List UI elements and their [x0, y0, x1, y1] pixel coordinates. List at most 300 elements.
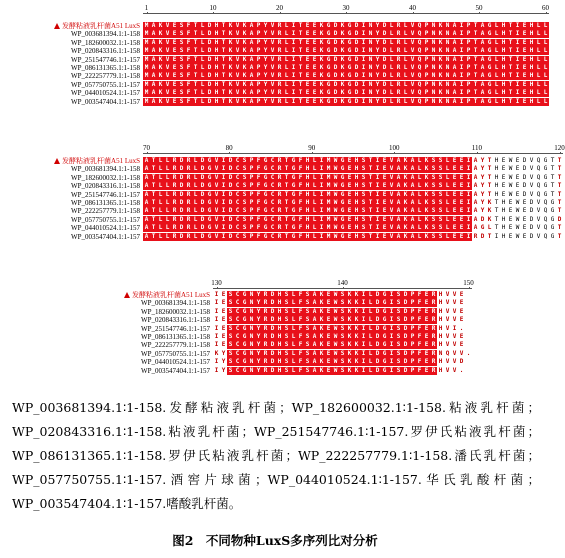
residue-cell: K — [319, 97, 324, 105]
residue-cell: K — [424, 165, 429, 173]
residue-cell: A — [144, 165, 149, 173]
residue-cell: D — [228, 199, 233, 206]
residue-cell: H — [305, 165, 310, 173]
residue-cell: R — [431, 291, 436, 298]
residue-cell: T — [473, 47, 478, 55]
residue-cell: N — [249, 358, 254, 366]
residue-cell: D — [200, 157, 205, 164]
residue-cell: A — [312, 316, 317, 324]
residue-cell: E — [312, 80, 317, 88]
residue-cell: R — [172, 224, 177, 232]
residue-cell: T — [473, 30, 478, 38]
residue-cell: D — [403, 366, 408, 374]
residue-cell: A — [144, 157, 149, 164]
residue-cell: H — [354, 232, 359, 240]
residue-cell: N — [249, 366, 254, 374]
residue-cell: I — [389, 333, 394, 340]
residue-cell: S — [431, 190, 436, 198]
residue-cell: Y — [263, 64, 268, 71]
residue-cell: F — [298, 316, 303, 324]
sequence-name: WP_222257779.1:1-158 — [70, 207, 140, 216]
residue-cell: F — [256, 173, 261, 181]
residue-cell: P — [256, 72, 261, 80]
residue-cell: T — [508, 22, 513, 29]
residue-cell: G — [347, 55, 352, 63]
residue-cell: E — [382, 157, 387, 164]
residue-cell: D — [382, 80, 387, 88]
residue-cell: G — [242, 307, 247, 315]
residue-cell: E — [459, 215, 464, 223]
residue-cell: I — [515, 22, 520, 29]
residue-cell: L — [158, 232, 163, 240]
residue-cell: I — [389, 341, 394, 349]
residue-cell: W — [333, 291, 338, 298]
sequence-name: WP_044010524.1:1-157 — [70, 89, 140, 98]
residue-cell: E — [522, 97, 527, 105]
residue-cell: S — [431, 232, 436, 240]
ruler-tick-mark — [546, 12, 547, 14]
residue-cell: G — [207, 232, 212, 240]
residue-cell: D — [354, 47, 359, 55]
residue-cell: L — [536, 30, 541, 38]
alignment-row — [143, 174, 563, 182]
residue-cell: K — [158, 80, 163, 88]
residue-cell: G — [207, 190, 212, 198]
residue-cell: D — [522, 182, 527, 190]
sequence-label — [71, 191, 140, 199]
residue-cell: L — [158, 207, 163, 215]
residue-cell: W — [515, 215, 520, 223]
residue-cell: S — [438, 157, 443, 164]
residue-cell: G — [340, 232, 345, 240]
alignment-row — [143, 233, 563, 241]
residue-cell: G — [382, 333, 387, 340]
alignment-row — [213, 316, 472, 324]
residue-cell: E — [305, 22, 310, 29]
residue-cell: G — [340, 199, 345, 206]
residue-cell: W — [508, 157, 513, 164]
residue-cell: S — [284, 349, 289, 357]
residue-cell: E — [347, 157, 352, 164]
residue-cell: V — [235, 22, 240, 29]
residue-cell: H — [214, 89, 219, 97]
alignment-row — [143, 39, 549, 47]
residue-cell: T — [284, 190, 289, 198]
alignment-row — [213, 358, 472, 366]
residue-cell: K — [340, 30, 345, 38]
residue-cell: W — [508, 190, 513, 198]
residue-cell: K — [242, 30, 247, 38]
residue-cell: V — [270, 80, 275, 88]
residue-cell: Q — [536, 190, 541, 198]
residue-cell: D — [333, 47, 338, 55]
residue-cell: T — [368, 157, 373, 164]
residue-cell: G — [550, 232, 555, 240]
residue-cell: V — [270, 38, 275, 46]
residue-cell: D — [403, 358, 408, 366]
residue-cell: L — [445, 232, 450, 240]
residue-cell: P — [424, 97, 429, 105]
residue-cell: A — [312, 291, 317, 298]
residue-cell: E — [459, 190, 464, 198]
residue-cell: V — [389, 165, 394, 173]
residue-cell: R — [431, 333, 436, 340]
residue-cell: V — [165, 38, 170, 46]
residue-cell: S — [438, 173, 443, 181]
residue-cell: L — [494, 64, 499, 71]
residue-cell: E — [382, 232, 387, 240]
residue-cell: L — [417, 207, 422, 215]
residue-cell: N — [445, 72, 450, 80]
residue-cell: E — [347, 224, 352, 232]
residue-cell: P — [249, 207, 254, 215]
residue-cell: D — [228, 190, 233, 198]
residue-cell: E — [424, 324, 429, 332]
residue-cell: K — [403, 165, 408, 173]
residue-cell: S — [228, 358, 233, 366]
residue-cell: N — [431, 47, 436, 55]
residue-cell: I — [459, 22, 464, 29]
residue-cell: L — [389, 80, 394, 88]
residue-cell: F — [256, 190, 261, 198]
residue-cell: G — [340, 215, 345, 223]
residue-cell: L — [389, 97, 394, 105]
sequence-label — [141, 350, 210, 358]
residue-cell: I — [459, 38, 464, 46]
residue-cell: E — [312, 55, 317, 63]
residue-cell: T — [368, 232, 373, 240]
residue-cell: D — [270, 366, 275, 374]
residue-cell: P — [466, 22, 471, 29]
residue-cell: V — [410, 55, 415, 63]
sequence-name: 发酵粘液乳杆菌A51 LuxS — [132, 291, 210, 299]
residue-cell: A — [151, 97, 156, 105]
residue-cell: T — [550, 190, 555, 198]
residue-cell: A — [151, 55, 156, 63]
sequence-name: 发酵粘液乳杆菌A51 LuxS — [62, 22, 140, 30]
residue-cell: I — [361, 366, 366, 374]
residue-cell: D — [228, 182, 233, 190]
residue-cell: D — [522, 165, 527, 173]
sequence-name: WP_057750755.1:1-157 — [70, 215, 140, 224]
residue-cell: E — [501, 165, 506, 173]
residue-cell: Q — [536, 173, 541, 181]
residue-cell: K — [347, 349, 352, 357]
residue-cell: G — [326, 89, 331, 97]
residue-cell: R — [277, 224, 282, 232]
residue-cell: D — [207, 72, 212, 80]
ruler-tick-label: 10 — [209, 4, 217, 12]
residue-cell: R — [263, 349, 268, 357]
residue-cell: I — [214, 358, 219, 366]
residue-cell: L — [158, 165, 163, 173]
residue-cell: T — [508, 80, 513, 88]
sequence-name: WP_020843316.1:1-158 — [140, 316, 210, 325]
residue-cell: E — [522, 72, 527, 80]
residue-cell: L — [536, 89, 541, 97]
residue-cell: D — [557, 215, 562, 223]
residue-cell: I — [515, 89, 520, 97]
residue-cell: T — [284, 173, 289, 181]
residue-cell: H — [354, 215, 359, 223]
residue-cell: T — [494, 199, 499, 206]
ruler-tick-label: 70 — [143, 144, 150, 152]
residue-cell: H — [501, 97, 506, 105]
residue-cell: Q — [417, 72, 422, 80]
residue-cell: T — [508, 72, 513, 80]
residue-cell: A — [151, 22, 156, 29]
residue-cell: C — [235, 333, 240, 340]
residue-cell: A — [151, 47, 156, 55]
residue-cell: S — [305, 341, 310, 349]
residue-cell: I — [221, 207, 226, 215]
residue-cell: S — [396, 291, 401, 298]
residue-cell: W — [333, 165, 338, 173]
residue-cell: A — [452, 72, 457, 80]
residue-cell: T — [298, 89, 303, 97]
residue-cell: S — [396, 333, 401, 340]
residue-cell: E — [305, 55, 310, 63]
sequence-name: 发酵粘液乳杆菌A51 LuxS — [62, 157, 140, 165]
residue-cell: L — [200, 38, 205, 46]
residue-cell: D — [382, 47, 387, 55]
residue-cell: K — [158, 47, 163, 55]
residue-cell: H — [354, 199, 359, 206]
residue-cell: D — [354, 97, 359, 105]
residue-cell: W — [515, 207, 520, 215]
residue-cell: E — [312, 97, 317, 105]
residue-cell: H — [354, 157, 359, 164]
residue-cell: K — [319, 89, 324, 97]
residue-cell: R — [263, 341, 268, 349]
residue-cell: E — [172, 30, 177, 38]
residue-cell: I — [389, 358, 394, 366]
ruler-tick-label: 100 — [389, 144, 400, 152]
residue-cell: L — [543, 55, 548, 63]
residue-cell: R — [186, 165, 191, 173]
residue-cell: Y — [375, 47, 380, 55]
residue-cell: D — [207, 64, 212, 71]
residue-cell: E — [501, 190, 506, 198]
residue-cell: R — [172, 215, 177, 223]
residue-cell: E — [221, 324, 226, 332]
residue-cell: C — [235, 157, 240, 164]
residue-cell: Y — [221, 349, 226, 357]
residue-cell: N — [431, 22, 436, 29]
residue-cell: H — [501, 215, 506, 223]
residue-cell: R — [431, 341, 436, 349]
residue-cell: V — [445, 307, 450, 315]
residue-cell: I — [389, 307, 394, 315]
residue-cell: K — [487, 199, 492, 206]
residue-cell: I — [214, 307, 219, 315]
residue-cell: L — [284, 38, 289, 46]
residue-cell: I — [466, 224, 471, 232]
residue-cell: R — [431, 349, 436, 357]
residue-cell: R — [172, 165, 177, 173]
residue-cell: A — [396, 224, 401, 232]
residue-cell: G — [487, 38, 492, 46]
residue-cell: L — [193, 215, 198, 223]
residue-cell: F — [186, 72, 191, 80]
residue-cell: E — [305, 97, 310, 105]
residue-cell: F — [298, 291, 303, 298]
residue-cell: I — [319, 157, 324, 164]
sequence-name: WP_003547404.1:1-157 — [70, 97, 140, 106]
residue-cell: N — [431, 38, 436, 46]
sequence-label — [141, 316, 210, 324]
residue-cell: F — [298, 165, 303, 173]
residue-cell: V — [529, 157, 534, 164]
residue-cell: G — [347, 30, 352, 38]
ruler-tick-mark — [213, 12, 214, 14]
residue-cell: S — [431, 224, 436, 232]
residue-cell: V — [459, 349, 464, 357]
residue-cell: L — [445, 215, 450, 223]
residue-cell: E — [424, 307, 429, 315]
residue-cell: E — [522, 89, 527, 97]
residue-cell: D — [354, 72, 359, 80]
residue-cell: E — [312, 30, 317, 38]
residue-cell: H — [354, 182, 359, 190]
residue-cell: Q — [417, 22, 422, 29]
residue-cell: A — [396, 232, 401, 240]
residue-cell: E — [172, 89, 177, 97]
residue-cell: D — [333, 30, 338, 38]
residue-cell: N — [438, 349, 443, 357]
residue-cell: T — [221, 97, 226, 105]
residue-cell: L — [403, 80, 408, 88]
residue-cell: R — [186, 199, 191, 206]
residue-cell: A — [410, 207, 415, 215]
residue-cell: G — [326, 38, 331, 46]
residue-cell: A — [396, 173, 401, 181]
residue-cell: W — [333, 232, 338, 240]
residue-cell: V — [452, 366, 457, 374]
residue-cell: H — [277, 324, 282, 332]
residue-cell: I — [459, 55, 464, 63]
residue-cell: V — [410, 47, 415, 55]
residue-cell: G — [382, 316, 387, 324]
residue-cell: E — [508, 224, 513, 232]
residue-cell: L — [445, 199, 450, 206]
residue-cell: A — [410, 182, 415, 190]
residue-cell: A — [249, 80, 254, 88]
residue-cell: I — [221, 157, 226, 164]
residue-cell: R — [277, 232, 282, 240]
residue-cell: E — [515, 173, 520, 181]
residue-cell: Y — [480, 173, 485, 181]
residue-cell: L — [403, 38, 408, 46]
residue-cell: A — [473, 157, 478, 164]
residue-cell: I — [361, 316, 366, 324]
residue-cell: K — [424, 199, 429, 206]
residue-cell: H — [214, 47, 219, 55]
residue-cell: G — [382, 349, 387, 357]
residue-cell: I — [291, 30, 296, 38]
residue-cell: L — [284, 72, 289, 80]
sequence-label — [71, 182, 140, 190]
residue-cell: G — [550, 199, 555, 206]
residue-cell: L — [165, 224, 170, 232]
residue-cell: I — [291, 38, 296, 46]
residue-cell: L — [368, 324, 373, 332]
residue-cell: K — [242, 38, 247, 46]
residue-cell: G — [382, 358, 387, 366]
residue-cell: I — [466, 182, 471, 190]
residue-cell: G — [340, 157, 345, 164]
residue-cell: A — [480, 30, 485, 38]
residue-cell: I — [459, 64, 464, 71]
residue-cell: I — [319, 199, 324, 206]
residue-cell: R — [431, 307, 436, 315]
residue-cell: L — [445, 173, 450, 181]
residue-cell: K — [347, 366, 352, 374]
residue-cell: H — [305, 182, 310, 190]
residue-cell: S — [179, 64, 184, 71]
residue-cell: L — [494, 38, 499, 46]
ruler-tick-label: 30 — [342, 4, 350, 12]
residue-cell: E — [382, 207, 387, 215]
residue-cell: G — [340, 190, 345, 198]
residue-cell: F — [256, 207, 261, 215]
residue-cell: I — [319, 173, 324, 181]
residue-cell: R — [396, 97, 401, 105]
residue-cell: C — [235, 165, 240, 173]
residue-cell: R — [277, 22, 282, 29]
residue-cell: P — [466, 30, 471, 38]
residue-cell: H — [529, 97, 534, 105]
residue-cell: K — [228, 38, 233, 46]
residue-cell: T — [221, 30, 226, 38]
residue-cell: Y — [480, 165, 485, 173]
residue-cell: D — [270, 307, 275, 315]
residue-cell: Y — [256, 291, 261, 298]
residue-cell: F — [256, 165, 261, 173]
residue-cell: G — [347, 47, 352, 55]
residue-cell: D — [207, 97, 212, 105]
residue-cell: K — [438, 64, 443, 71]
residue-cell: Q — [536, 182, 541, 190]
residue-cell: L — [403, 55, 408, 63]
ruler-tick-label: 110 — [471, 144, 483, 152]
residue-cell: K — [319, 333, 324, 340]
sequence-label — [141, 333, 210, 341]
residue-cell: E — [522, 215, 527, 223]
residue-cell: E — [347, 232, 352, 240]
residue-cell: G — [347, 97, 352, 105]
residue-cell: L — [389, 22, 394, 29]
residue-cell: L — [158, 199, 163, 206]
residue-cell: V — [270, 64, 275, 71]
residue-cell: D — [270, 291, 275, 298]
residue-cell: K — [340, 55, 345, 63]
residue-cell: L — [417, 215, 422, 223]
residue-cell: E — [326, 324, 331, 332]
residue-cell: G — [340, 173, 345, 181]
residue-cell: L — [543, 38, 548, 46]
residue-cell: F — [186, 89, 191, 97]
residue-cell: T — [298, 55, 303, 63]
residue-cell: E — [501, 182, 506, 190]
residue-cell: K — [242, 64, 247, 71]
residue-cell: C — [235, 224, 240, 232]
residue-cell: E — [347, 207, 352, 215]
residue-cell: T — [284, 182, 289, 190]
residue-cell: M — [326, 207, 331, 215]
residue-cell: T — [298, 47, 303, 55]
residue-cell: P — [249, 157, 254, 164]
